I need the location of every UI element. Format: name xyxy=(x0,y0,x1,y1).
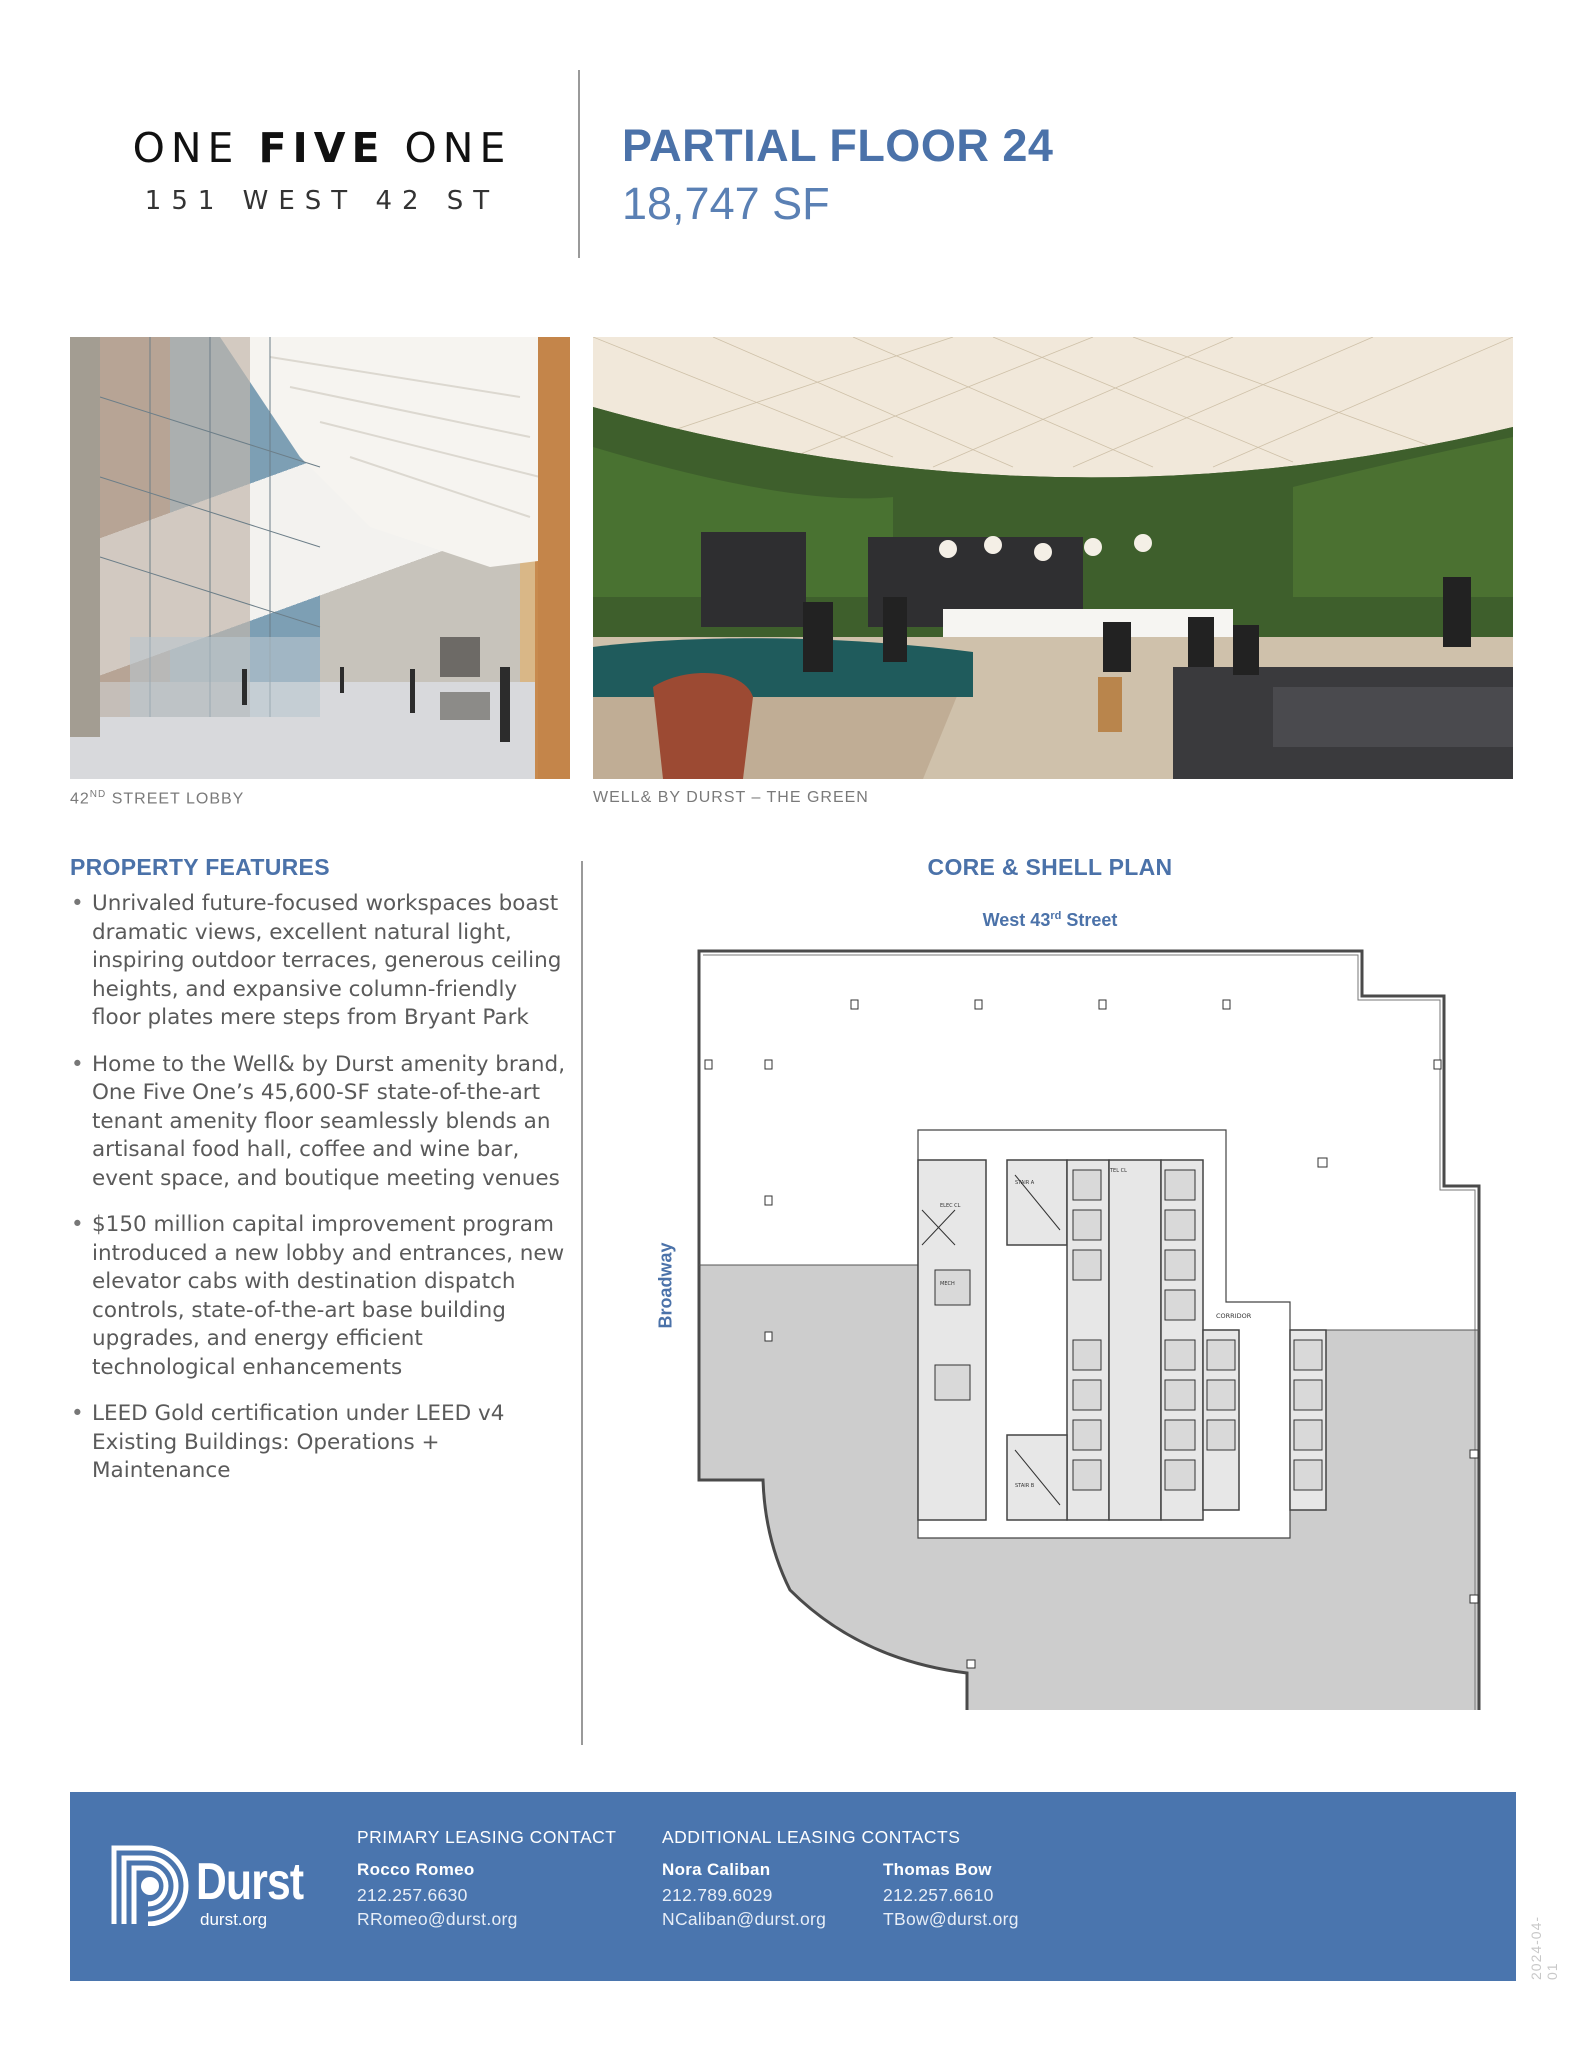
lobby-photo xyxy=(70,337,570,779)
contact-email[interactable]: NCaliban@durst.org xyxy=(662,1909,827,1929)
the-green-caption: WELL& BY DURST – THE GREEN xyxy=(593,789,869,806)
durst-website-link[interactable]: durst.org xyxy=(200,1910,268,1929)
feature-item: • LEED Gold certification under LEED v4 Existing Buildings: Operations + Maintenance xyxy=(70,1400,570,1486)
header-divider xyxy=(578,70,580,258)
contact-name: Nora Caliban xyxy=(662,1860,771,1879)
feature-item: • Unrivaled future-focused workspaces boast dramatic views, excellent natural light, inspiring outdoor terraces, generous ceiling heights, and expansive column-friendly floor plates mere steps from Bryant Park xyxy=(70,890,570,1033)
features-list xyxy=(70,890,570,1504)
feature-item: • Home to the Well& by Durst amenity brand, One Five One’s 45,600-SF state-of-the-art tenant amenity floor seamlessly blends an artisanal food hall, coffee and wine bar, event space, and boutique meeting venues xyxy=(70,1051,570,1194)
durst-logo-icon xyxy=(110,1844,190,1926)
floor-plan-drawing xyxy=(640,930,1490,1710)
features-heading: PROPERTY FEATURES xyxy=(70,854,330,880)
svg-text:CORRIDOR: CORRIDOR xyxy=(1216,1312,1252,1320)
page-title: PARTIAL FLOOR 24 xyxy=(622,120,1054,171)
footer xyxy=(70,1792,1516,1981)
svg-text:STAIR A: STAIR A xyxy=(1015,1180,1035,1186)
svg-text:ELEC CL: ELEC CL xyxy=(940,1203,961,1209)
additional-contacts-heading: ADDITIONAL LEASING CONTACTS xyxy=(662,1827,961,1847)
svg-text:STAIR B: STAIR B xyxy=(1015,1483,1035,1489)
contact-phone[interactable]: 212.257.6610 xyxy=(883,1885,994,1905)
floor-area: 18,747 SF xyxy=(622,178,830,229)
contact-name: Thomas Bow xyxy=(883,1860,992,1879)
street-label-west: Broadway xyxy=(655,1242,676,1329)
building-address: 151 WEST 42 ST xyxy=(144,186,500,216)
contact-name: Rocco Romeo xyxy=(357,1860,475,1879)
contact-email[interactable]: TBow@durst.org xyxy=(883,1909,1019,1929)
logo-word-one-2: ONE xyxy=(385,124,512,172)
building-logo xyxy=(92,124,552,172)
floor-plan xyxy=(640,930,1490,1715)
plan-heading: CORE & SHELL PLAN xyxy=(927,854,1173,880)
column-divider xyxy=(581,861,583,1745)
feature-item: • $150 million capital improvement program introduced a new lobby and entrances, new elevator cabs with destination dispatch controls, state-of-the-art base building upgrades, and energy efficient technological enhancements xyxy=(70,1211,570,1382)
street-label-north: West 43rd Street xyxy=(982,910,1118,930)
durst-brand: Durst xyxy=(196,1853,304,1911)
logo-word-five: FIVE xyxy=(258,124,386,172)
contact-phone[interactable]: 212.789.6029 xyxy=(662,1885,773,1905)
lobby-photo-illustration xyxy=(70,337,570,779)
contact-email[interactable]: RRomeo@durst.org xyxy=(357,1909,518,1929)
primary-contact-heading: PRIMARY LEASING CONTACT xyxy=(357,1827,617,1847)
contact-phone[interactable]: 212.257.6630 xyxy=(357,1885,468,1905)
lobby-caption: 42ND STREET LOBBY xyxy=(70,789,245,808)
svg-text:MECH: MECH xyxy=(940,1281,955,1287)
date-stamp: 2024-04-01 xyxy=(1528,1915,1560,1980)
logo-word-one: ONE xyxy=(132,124,259,172)
the-green-photo-illustration xyxy=(593,337,1513,779)
svg-text:TEL CL: TEL CL xyxy=(1110,1168,1127,1174)
the-green-photo xyxy=(593,337,1513,779)
